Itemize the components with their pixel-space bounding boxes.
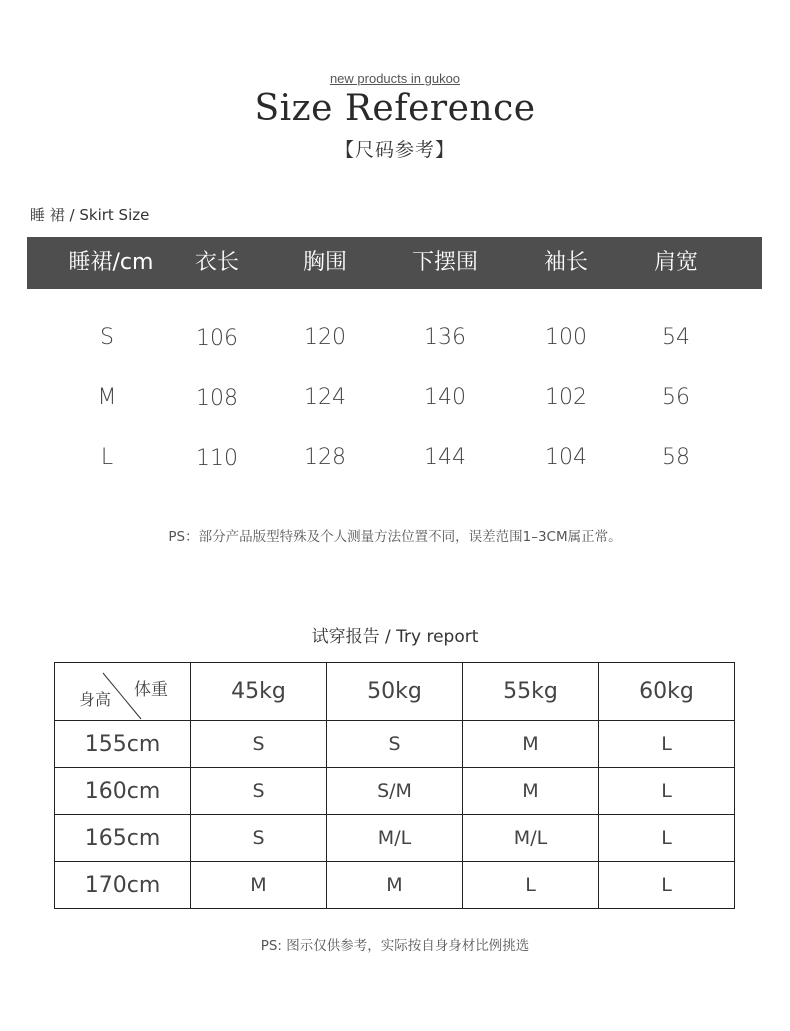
table-cell: L [599, 721, 735, 768]
corner-cell [55, 663, 191, 721]
table-cell: 120 [304, 325, 346, 350]
table-cell: 128 [304, 445, 346, 470]
size-label: M [97, 385, 117, 410]
height-axis-label: 身高 [79, 690, 112, 709]
weight-header: 50kg [327, 663, 463, 721]
diagonal-divider [55, 663, 191, 721]
table-cell: M [191, 862, 327, 909]
page-title: Size Reference [254, 88, 536, 129]
column-header-bust: 胸围 [302, 250, 348, 275]
table-cell: S/M [327, 768, 463, 815]
weight-header: 60kg [599, 663, 735, 721]
table-header-row [55, 663, 735, 721]
size-label: S [100, 325, 114, 350]
table-cell: L [599, 862, 735, 909]
size-note: PS：部分产品版型特殊及个人测量方法位置不同，误差范围1–3CM属正常。 [168, 529, 622, 545]
table-cell: M [327, 862, 463, 909]
try-report-table [54, 662, 735, 909]
table-row [55, 721, 735, 768]
weight-header: 45kg [191, 663, 327, 721]
table-cell: L [599, 815, 735, 862]
table-row [55, 815, 735, 862]
column-header-length: 衣长 [194, 250, 240, 275]
table-cell: S [191, 721, 327, 768]
table-cell: 144 [424, 445, 466, 470]
table-cell: 106 [196, 326, 238, 351]
table-cell: 140 [424, 385, 466, 410]
height-cell: 155cm [55, 721, 191, 768]
table-cell: S [191, 815, 327, 862]
size-label: L [100, 445, 114, 470]
page-subtitle: 【尺码参考】 [334, 139, 455, 161]
try-report-note: PS: 图示仅供参考，实际按自身身材比例挑选 [260, 938, 530, 954]
table-cell: S [191, 768, 327, 815]
table-cell: L [463, 862, 599, 909]
size-table-header [27, 237, 762, 289]
weight-header: 55kg [463, 663, 599, 721]
table-cell: 104 [545, 445, 587, 470]
table-row [55, 862, 735, 909]
table-cell: 136 [424, 325, 466, 350]
height-cell: 170cm [55, 862, 191, 909]
table-cell: L [599, 768, 735, 815]
table-cell: 110 [196, 446, 238, 471]
table-cell: 54 [662, 325, 690, 350]
table-cell: 108 [196, 386, 238, 411]
table-cell: 56 [662, 385, 690, 410]
height-cell: 165cm [55, 815, 191, 862]
column-header-sleeve: 袖长 [543, 250, 589, 275]
column-header-hem: 下摆围 [411, 250, 479, 275]
table-cell: 102 [545, 385, 587, 410]
column-header-shoulder: 肩宽 [653, 250, 699, 275]
table-cell: 100 [545, 325, 587, 350]
tagline: new products in gukoo [329, 71, 461, 86]
table-cell: M [463, 768, 599, 815]
height-cell: 160cm [55, 768, 191, 815]
column-header-size: 睡裙/cm [68, 250, 154, 275]
table-cell: M/L [327, 815, 463, 862]
table-cell: M/L [463, 815, 599, 862]
table-cell: S [327, 721, 463, 768]
table-cell: 124 [304, 385, 346, 410]
try-report-caption: 试穿报告 / Try report [311, 627, 479, 647]
size-table-caption: 睡 裙 / Skirt Size [30, 206, 150, 224]
table-row [55, 768, 735, 815]
table-cell: 58 [662, 445, 690, 470]
weight-axis-label: 体重 [134, 680, 168, 700]
table-cell: M [463, 721, 599, 768]
